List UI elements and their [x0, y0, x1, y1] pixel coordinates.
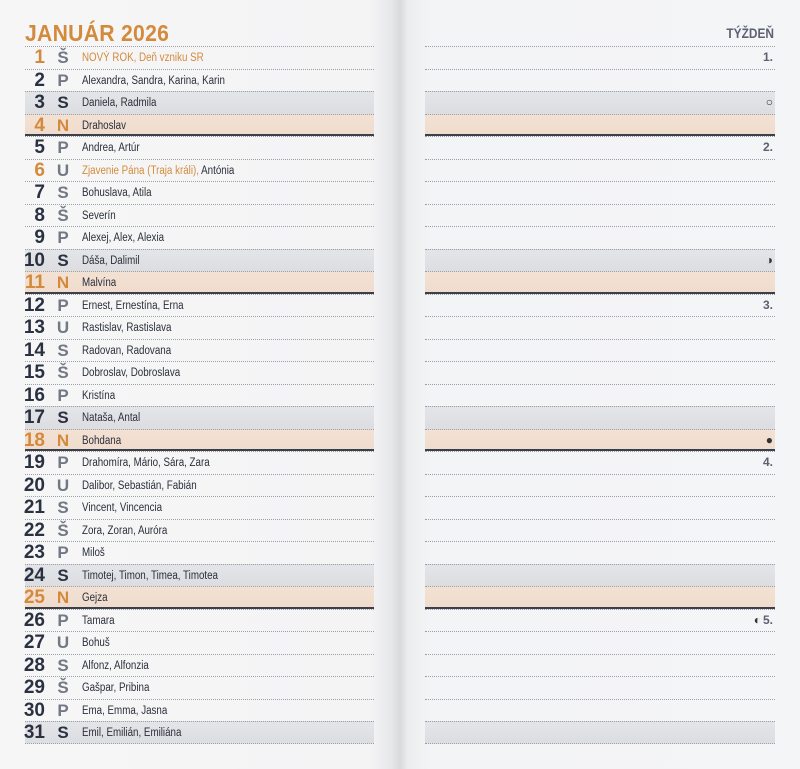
- note-row[interactable]: [425, 586, 775, 609]
- names-text: Kristína: [82, 389, 116, 402]
- day-row[interactable]: [25, 226, 374, 249]
- day-number: 26: [23, 609, 45, 631]
- names-text: Timotej, Timon, Timea, Timotea: [82, 569, 218, 582]
- weekday-letter: Š: [57, 678, 69, 697]
- weekday-letter: U: [56, 318, 70, 337]
- names-text: Rastislav, Rastislava: [82, 322, 172, 334]
- names-text: Ernest, Ernestína, Erna: [82, 299, 184, 312]
- week-column-header: TÝŽDEŇ: [726, 25, 774, 41]
- weekday-letter: N: [56, 273, 70, 292]
- names-text: Dáša, Dalimil: [82, 254, 140, 267]
- name-day: [82, 705, 167, 717]
- day-number: 31: [23, 722, 45, 743]
- name-day: [82, 232, 164, 244]
- day-row[interactable]: [25, 159, 374, 182]
- name-day: [82, 187, 152, 199]
- day-row[interactable]: [25, 721, 374, 744]
- names-text: Emil, Emilián, Emiliána: [82, 727, 182, 739]
- note-row[interactable]: [425, 249, 775, 272]
- name-day: [82, 75, 225, 87]
- names-text: Zora, Zoran, Auróra: [82, 524, 168, 537]
- names-text: Radovan, Radovana: [82, 344, 172, 357]
- names-text: Tamara: [82, 614, 115, 627]
- note-row[interactable]: [425, 609, 775, 632]
- row-annotation: [766, 253, 773, 267]
- names-text: Gejza: [82, 592, 108, 604]
- day-number: 21: [23, 497, 45, 518]
- note-row[interactable]: [425, 226, 775, 249]
- day-row[interactable]: [25, 586, 374, 609]
- day-row[interactable]: [25, 406, 374, 429]
- day-row[interactable]: [25, 91, 374, 114]
- names-text: Alexandra, Sandra, Karina, Karin: [82, 74, 225, 87]
- day-row[interactable]: [25, 339, 374, 362]
- name-day: [82, 390, 115, 402]
- day-number: 10: [23, 249, 45, 271]
- week-number: 1.: [762, 50, 773, 64]
- names-text: Bohuš: [82, 637, 110, 649]
- day-row[interactable]: [25, 249, 374, 272]
- weekday-letter: U: [56, 633, 70, 652]
- note-row[interactable]: [425, 339, 775, 362]
- name-day: [82, 682, 149, 694]
- notes-column: [425, 46, 775, 744]
- note-row[interactable]: [425, 316, 775, 339]
- day-number: 29: [23, 677, 45, 698]
- week-number: 5.: [762, 612, 773, 627]
- name-day: [82, 210, 116, 222]
- weekday-letter: P: [57, 228, 69, 247]
- weekday-letter: S: [57, 655, 69, 675]
- note-row[interactable]: [425, 429, 775, 452]
- day-row[interactable]: [25, 699, 374, 722]
- day-number: 12: [23, 294, 45, 316]
- day-row[interactable]: [25, 69, 374, 92]
- weekday-letter: P: [57, 543, 69, 562]
- weekday-letter: P: [57, 610, 69, 630]
- day-number: 30: [23, 699, 45, 721]
- names-text: Ema, Emma, Jasna: [82, 704, 168, 717]
- day-row[interactable]: [25, 519, 374, 542]
- name-day: [82, 480, 197, 492]
- note-row[interactable]: [425, 46, 775, 69]
- name-day: [82, 660, 149, 672]
- name-day: [82, 255, 140, 267]
- day-number: 7: [34, 182, 45, 203]
- day-number: 17: [23, 407, 45, 428]
- note-row[interactable]: [425, 294, 775, 317]
- name-day: [82, 637, 110, 649]
- day-number: 14: [23, 339, 45, 361]
- note-row[interactable]: [425, 114, 775, 137]
- note-row[interactable]: [425, 159, 775, 182]
- day-row[interactable]: [25, 114, 374, 137]
- week-number: 4.: [762, 455, 773, 469]
- name-day: [82, 502, 162, 514]
- row-annotation: [763, 455, 773, 469]
- weekday-letter: S: [57, 250, 69, 270]
- note-row[interactable]: [425, 699, 775, 722]
- weekday-letter: P: [57, 700, 69, 720]
- week-number: 3.: [762, 297, 773, 312]
- day-row[interactable]: [25, 271, 374, 294]
- note-row[interactable]: [425, 541, 775, 564]
- name-day: [82, 120, 126, 132]
- day-list: [25, 46, 374, 744]
- note-row[interactable]: [425, 676, 775, 699]
- names-text: Drahomíra, Mário, Sára, Zara: [82, 457, 210, 469]
- weekday-letter: N: [56, 588, 70, 607]
- day-row[interactable]: [25, 136, 374, 159]
- weekday-letter: Š: [57, 363, 69, 382]
- weekday-letter: S: [57, 340, 69, 360]
- name-day: [82, 592, 108, 604]
- names-text: Severín: [82, 209, 116, 222]
- names-text: Bohuslava, Atila: [82, 187, 152, 199]
- name-day: [82, 435, 121, 447]
- day-row[interactable]: [25, 564, 374, 587]
- weekday-letter: S: [57, 723, 69, 742]
- week-number: 2.: [762, 140, 773, 154]
- weekday-letter: P: [57, 385, 69, 405]
- weekday-letter: P: [57, 70, 69, 90]
- moon-phase-icon: ◐: [753, 612, 761, 627]
- name-day: [82, 97, 156, 109]
- day-number: 23: [23, 542, 45, 563]
- weekday-letter: U: [56, 160, 70, 180]
- day-number: 16: [23, 384, 45, 406]
- day-number: 25: [23, 587, 45, 608]
- row-annotation: [763, 50, 773, 64]
- row-annotation: [754, 613, 773, 627]
- note-row[interactable]: [425, 91, 775, 114]
- day-row[interactable]: [25, 384, 374, 407]
- note-row[interactable]: [425, 384, 775, 407]
- names-text: Malvína: [82, 277, 117, 289]
- names-text: Dobroslav, Dobroslava: [82, 367, 181, 379]
- note-row[interactable]: [425, 181, 775, 204]
- note-row[interactable]: [425, 474, 775, 497]
- weekday-letter: Š: [57, 205, 69, 225]
- day-row[interactable]: [25, 361, 374, 384]
- day-number: 13: [23, 317, 45, 338]
- moon-phase-icon: ●: [765, 432, 773, 447]
- day-row[interactable]: [25, 316, 374, 339]
- weekday-letter: S: [57, 183, 69, 202]
- name-day: [82, 277, 116, 289]
- weekday-letter: Š: [57, 48, 69, 67]
- note-row[interactable]: [425, 69, 775, 92]
- day-row[interactable]: [25, 294, 374, 317]
- note-row[interactable]: [425, 654, 775, 677]
- names-text: Antónia: [201, 164, 235, 177]
- moon-phase-icon: ○: [765, 95, 773, 109]
- day-number: 11: [24, 272, 45, 293]
- day-number: 22: [23, 519, 45, 541]
- holiday-name: NOVÝ ROK, Deň vzniku SR: [82, 52, 204, 64]
- row-annotation: [763, 140, 773, 154]
- note-row[interactable]: [425, 136, 775, 159]
- note-row[interactable]: [425, 721, 775, 744]
- name-day: [82, 547, 105, 559]
- name-day: [82, 142, 140, 154]
- note-row[interactable]: [425, 564, 775, 587]
- day-row[interactable]: [25, 654, 374, 677]
- name-day: [82, 300, 184, 312]
- row-annotation: [766, 433, 773, 447]
- day-number: 19: [23, 452, 45, 473]
- day-number: 15: [23, 362, 45, 383]
- row-annotation: [763, 298, 773, 312]
- day-number: 3: [34, 92, 45, 113]
- weekday-letter: N: [56, 115, 70, 135]
- day-row[interactable]: [25, 631, 374, 654]
- names-text: Miloš: [82, 547, 105, 559]
- name-day: [82, 615, 115, 627]
- names-text: Bohdana: [82, 434, 122, 447]
- day-row[interactable]: [25, 676, 374, 699]
- names-text: Vincent, Vincencia: [82, 502, 163, 514]
- names-text: Gašpar, Pribina: [82, 682, 150, 694]
- row-annotation: [766, 95, 773, 109]
- name-day: [82, 52, 204, 64]
- name-day: [82, 345, 171, 357]
- weekday-letter: P: [57, 453, 69, 472]
- weekday-letter: U: [56, 475, 70, 495]
- day-number: 18: [23, 429, 45, 451]
- name-day: [82, 525, 167, 537]
- names-text: Daniela, Radmila: [82, 97, 157, 109]
- names-text: Drahoslav: [82, 119, 127, 132]
- name-day: [82, 457, 210, 469]
- note-row[interactable]: [425, 204, 775, 227]
- names-text: Nataša, Antal: [82, 412, 141, 424]
- name-day: [82, 322, 171, 334]
- day-row[interactable]: [25, 204, 374, 227]
- day-number: 2: [34, 69, 45, 91]
- weekday-letter: S: [57, 498, 69, 517]
- month-title: JANUÁR 2026: [25, 20, 170, 46]
- names-text: Alfonz, Alfonzia: [82, 659, 149, 672]
- holiday-name: Zjavenie Pána (Traja králi),: [82, 164, 202, 177]
- day-number: 9: [34, 227, 45, 248]
- names-text: Alexej, Alex, Alexia: [82, 232, 165, 244]
- note-row[interactable]: [425, 631, 775, 654]
- day-number: 5: [34, 137, 45, 158]
- note-row[interactable]: [425, 406, 775, 429]
- day-number: 28: [23, 654, 45, 676]
- day-number: 27: [23, 632, 45, 653]
- day-number: 6: [34, 159, 45, 181]
- note-row[interactable]: [425, 451, 775, 474]
- weekday-letter: S: [57, 565, 69, 585]
- names-text: Andrea, Artúr: [82, 142, 140, 154]
- weekday-letter: S: [57, 93, 69, 112]
- name-day: [82, 165, 234, 177]
- weekday-letter: S: [57, 408, 69, 427]
- day-number: 8: [34, 204, 45, 226]
- moon-phase-icon: ◑: [765, 252, 773, 267]
- day-row[interactable]: [25, 496, 374, 519]
- weekday-letter: Š: [57, 520, 69, 540]
- weekday-letter: N: [56, 430, 70, 450]
- note-row[interactable]: [425, 361, 775, 384]
- name-day: [82, 570, 218, 582]
- note-row[interactable]: [425, 519, 775, 542]
- name-day: [82, 727, 181, 739]
- day-row[interactable]: [25, 46, 374, 69]
- day-number: 20: [23, 474, 45, 496]
- day-row[interactable]: [25, 451, 374, 474]
- name-day: [82, 367, 180, 379]
- day-row[interactable]: [25, 541, 374, 564]
- day-row[interactable]: [25, 609, 374, 632]
- weekday-letter: P: [57, 138, 69, 157]
- note-row[interactable]: [425, 271, 775, 294]
- names-text: Dalibor, Sebastián, Fabián: [82, 479, 197, 492]
- day-row[interactable]: [25, 429, 374, 452]
- day-row[interactable]: [25, 474, 374, 497]
- name-day: [82, 412, 140, 424]
- day-number: 1: [34, 47, 45, 68]
- day-row[interactable]: [25, 181, 374, 204]
- note-row[interactable]: [425, 496, 775, 519]
- day-number: 24: [23, 564, 45, 586]
- weekday-letter: P: [57, 295, 69, 315]
- day-number: 4: [34, 114, 45, 136]
